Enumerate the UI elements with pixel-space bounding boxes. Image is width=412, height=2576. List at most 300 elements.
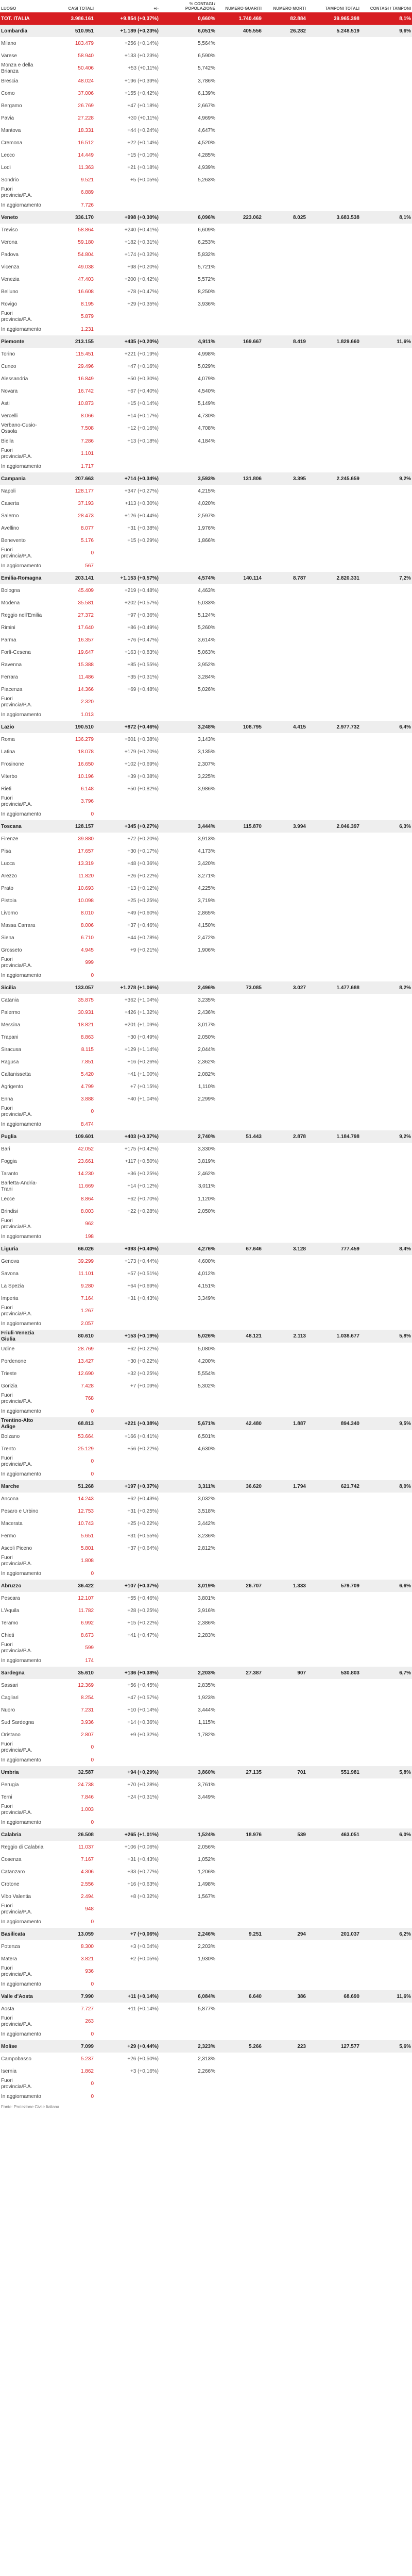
province-diff: +256 (+0,14%)	[95, 37, 160, 49]
province-diff: +5 (+0,05%)	[95, 174, 160, 186]
empty-cell	[216, 1455, 263, 1468]
province-cases: 8.006	[45, 919, 95, 931]
col-per[interactable]: % CONTAGI / POPOLAZIONE	[160, 0, 216, 12]
region-swabs: 2.245.659	[307, 472, 360, 485]
region-dead: 907	[263, 1667, 307, 1679]
province-name: Pescara	[0, 1592, 45, 1604]
province-diff: +8 (+0,32%)	[95, 1890, 160, 1903]
province-per: 4,012%	[160, 1267, 216, 1280]
province-diff: +10 (+0,14%)	[95, 1704, 160, 1716]
empty-cell	[216, 149, 263, 161]
region-ratio: 8,1%	[360, 211, 412, 224]
empty-cell	[216, 1629, 263, 1641]
province-cases: 0	[45, 2077, 95, 2090]
empty-cell	[360, 372, 412, 385]
region-swabs: 2.977.732	[307, 721, 360, 733]
province-diff: +7 (+0,09%)	[95, 1380, 160, 1392]
region-per: 3,860%	[160, 1766, 216, 1778]
empty-cell	[216, 1355, 263, 1367]
province-diff: +29 (+0,35%)	[95, 298, 160, 310]
region-per: 6,051%	[160, 25, 216, 37]
empty-cell	[307, 522, 360, 534]
province-diff: +36 (+0,25%)	[95, 1167, 160, 1180]
empty-cell	[360, 1493, 412, 1505]
province-name: Rimini	[0, 621, 45, 634]
province-per: 5,832%	[160, 248, 216, 261]
region-name: Piemonte	[0, 335, 45, 348]
empty-cell	[216, 1155, 263, 1167]
empty-cell	[307, 1505, 360, 1517]
province-per: 2,667%	[160, 99, 216, 112]
province-diff: +182 (+0,31%)	[95, 236, 160, 248]
region-row[interactable]	[0, 1667, 412, 1679]
empty-cell	[360, 1056, 412, 1068]
province-row	[0, 1267, 412, 1280]
province-per: 2,386%	[160, 1617, 216, 1629]
province-per	[160, 547, 216, 560]
empty-cell	[307, 1143, 360, 1155]
empty-cell	[360, 870, 412, 882]
province-cases: 8.077	[45, 522, 95, 534]
region-row[interactable]	[0, 1417, 412, 1430]
empty-cell	[360, 808, 412, 820]
province-cases: 12.690	[45, 1367, 95, 1380]
province-diff: +14 (+0,36%)	[95, 1716, 160, 1728]
empty-cell	[216, 323, 263, 335]
province-diff: +28 (+0,25%)	[95, 1604, 160, 1617]
empty-cell	[263, 882, 307, 894]
empty-cell	[216, 1878, 263, 1890]
empty-cell	[307, 1978, 360, 1990]
empty-cell	[360, 1317, 412, 1330]
region-row[interactable]	[0, 572, 412, 584]
province-row	[0, 372, 412, 385]
empty-cell	[263, 261, 307, 273]
province-name: Fuori provincia/P.A.	[0, 447, 45, 460]
province-name: Vicenza	[0, 261, 45, 273]
region-cases: 80.610	[45, 1330, 95, 1343]
empty-cell	[263, 1405, 307, 1417]
province-row	[0, 1380, 412, 1392]
region-cases: 207.663	[45, 472, 95, 485]
region-row[interactable]	[0, 1480, 412, 1493]
province-cases: 14.230	[45, 1167, 95, 1180]
province-cases: 0	[45, 1916, 95, 1928]
province-per: 5,124%	[160, 609, 216, 621]
province-name: Fuori provincia/P.A.	[0, 696, 45, 708]
empty-cell	[360, 1043, 412, 1056]
province-name: In aggiornamento	[0, 1916, 45, 1928]
province-per: 1,115%	[160, 1716, 216, 1728]
empty-cell	[263, 1193, 307, 1205]
empty-cell	[307, 770, 360, 783]
province-row	[0, 683, 412, 696]
empty-cell	[360, 919, 412, 931]
province-row	[0, 224, 412, 236]
empty-cell	[307, 1916, 360, 1928]
empty-cell	[263, 1754, 307, 1766]
empty-cell	[216, 1493, 263, 1505]
empty-cell	[263, 460, 307, 472]
province-row	[0, 1292, 412, 1304]
province-diff	[95, 2028, 160, 2040]
province-cases: 8.474	[45, 1118, 95, 1130]
empty-cell	[360, 2090, 412, 2103]
region-row[interactable]	[0, 981, 412, 994]
province-name: L'Aquila	[0, 1604, 45, 1617]
empty-cell	[263, 1367, 307, 1380]
region-name: Liguria	[0, 1243, 45, 1255]
province-name: In aggiornamento	[0, 1654, 45, 1667]
region-row[interactable]	[0, 721, 412, 733]
province-name: Venezia	[0, 273, 45, 285]
empty-cell	[263, 1304, 307, 1317]
province-cases: 18.331	[45, 124, 95, 137]
empty-cell	[216, 1093, 263, 1105]
province-row	[0, 1567, 412, 1580]
province-cases: 29.496	[45, 360, 95, 372]
empty-cell	[263, 770, 307, 783]
province-name: Foggia	[0, 1155, 45, 1167]
province-diff	[95, 1217, 160, 1230]
empty-cell	[360, 273, 412, 285]
province-cases: 27.372	[45, 609, 95, 621]
empty-cell	[216, 2015, 263, 2028]
empty-cell	[263, 621, 307, 634]
empty-cell	[360, 1205, 412, 1217]
empty-cell	[360, 2015, 412, 2028]
province-name: In aggiornamento	[0, 1816, 45, 1828]
empty-cell	[263, 870, 307, 882]
province-per: 4,630%	[160, 1443, 216, 1455]
region-name: Trentino-Alto Adige	[0, 1417, 45, 1430]
region-row[interactable]	[0, 1330, 412, 1343]
empty-cell	[216, 560, 263, 572]
province-diff: +347 (+0,27%)	[95, 485, 160, 497]
province-diff	[95, 1916, 160, 1928]
province-diff: +47 (+0,18%)	[95, 99, 160, 112]
province-per: 3,349%	[160, 1292, 216, 1304]
empty-cell	[263, 174, 307, 186]
province-name: In aggiornamento	[0, 1118, 45, 1130]
region-row[interactable]	[0, 1928, 412, 1940]
province-diff: +31 (+0,43%)	[95, 1853, 160, 1866]
province-per: 4,463%	[160, 584, 216, 597]
region-healed: 5.266	[216, 2040, 263, 2053]
region-dead: 223	[263, 2040, 307, 2053]
region-row[interactable]	[0, 1243, 412, 1255]
empty-cell	[360, 1567, 412, 1580]
province-name: Brindisi	[0, 1205, 45, 1217]
empty-cell	[216, 1841, 263, 1853]
region-healed: 73.085	[216, 981, 263, 994]
region-dead: 4.415	[263, 721, 307, 733]
province-name: Ancona	[0, 1493, 45, 1505]
province-row	[0, 1180, 412, 1193]
region-row[interactable]	[0, 1828, 412, 1841]
empty-cell	[216, 1791, 263, 1803]
province-name: Arezzo	[0, 870, 45, 882]
region-diff: +11 (+0,14%)	[95, 1990, 160, 2003]
province-diff: +362 (+1,04%)	[95, 994, 160, 1006]
empty-cell	[360, 758, 412, 770]
region-cases: 336.170	[45, 211, 95, 224]
empty-cell	[216, 497, 263, 510]
province-cases: 13.427	[45, 1355, 95, 1367]
empty-cell	[263, 1505, 307, 1517]
province-cases: 0	[45, 1567, 95, 1580]
empty-cell	[263, 497, 307, 510]
province-row	[0, 1430, 412, 1443]
province-name: Potenza	[0, 1940, 45, 1953]
empty-cell	[360, 1143, 412, 1155]
empty-cell	[216, 137, 263, 149]
region-row[interactable]	[0, 1580, 412, 1592]
province-name: Mantova	[0, 124, 45, 137]
province-per	[160, 1455, 216, 1468]
total-cases: 3.986.161	[45, 12, 95, 25]
empty-cell	[307, 1292, 360, 1304]
province-diff	[95, 2077, 160, 2090]
province-row	[0, 248, 412, 261]
empty-cell	[216, 758, 263, 770]
empty-cell	[360, 2077, 412, 2090]
empty-cell	[307, 944, 360, 956]
province-cases: 5.879	[45, 310, 95, 323]
empty-cell	[307, 1878, 360, 1890]
region-row[interactable]	[0, 1130, 412, 1143]
province-name: Bologna	[0, 584, 45, 597]
province-cases: 17.657	[45, 845, 95, 857]
empty-cell	[307, 149, 360, 161]
empty-cell	[263, 1778, 307, 1791]
region-cases: 68.813	[45, 1417, 95, 1430]
empty-cell	[216, 1255, 263, 1267]
region-dead: 1.794	[263, 1480, 307, 1493]
province-cases: 15.388	[45, 658, 95, 671]
col-ratio[interactable]: CONTAGI / TAMPONI	[360, 0, 412, 12]
region-row[interactable]	[0, 211, 412, 224]
province-row	[0, 37, 412, 49]
province-cases: 16.742	[45, 385, 95, 397]
province-row	[0, 1716, 412, 1728]
empty-cell	[307, 609, 360, 621]
province-diff: +49 (+0,60%)	[95, 907, 160, 919]
province-per: 5,564%	[160, 37, 216, 49]
province-cases: 12.369	[45, 1679, 95, 1691]
empty-cell	[360, 931, 412, 944]
province-per	[160, 1978, 216, 1990]
province-cases: 174	[45, 1654, 95, 1667]
province-per	[160, 1916, 216, 1928]
province-diff: +44 (+0,78%)	[95, 931, 160, 944]
province-row	[0, 422, 412, 435]
region-ratio: 5,6%	[360, 2040, 412, 2053]
empty-cell	[216, 1280, 263, 1292]
province-diff: +72 (+0,20%)	[95, 833, 160, 845]
province-diff: +14 (+0,17%)	[95, 410, 160, 422]
empty-cell	[263, 1392, 307, 1405]
col-swabs[interactable]: TAMPONI TOTALI	[307, 0, 360, 12]
province-diff	[95, 1405, 160, 1417]
province-per: 6,590%	[160, 49, 216, 62]
province-diff: +30 (+0,11%)	[95, 112, 160, 124]
empty-cell	[216, 1118, 263, 1130]
province-cases: 12.107	[45, 1592, 95, 1604]
col-cases[interactable]: CASI TOTALI	[45, 0, 95, 12]
province-diff: +41 (+1,00%)	[95, 1068, 160, 1080]
empty-cell	[216, 2028, 263, 2040]
empty-cell	[307, 422, 360, 435]
province-row	[0, 1193, 412, 1205]
region-row[interactable]	[0, 1990, 412, 2003]
province-row	[0, 1468, 412, 1480]
col-diff[interactable]: +/-	[95, 0, 160, 12]
province-name: Pisa	[0, 845, 45, 857]
empty-cell	[307, 323, 360, 335]
region-diff: +872 (+0,46%)	[95, 721, 160, 733]
empty-cell	[360, 994, 412, 1006]
col-dead[interactable]: NUMERO MORTI	[263, 0, 307, 12]
province-per	[160, 560, 216, 572]
empty-cell	[263, 1019, 307, 1031]
empty-cell	[216, 956, 263, 969]
province-cases: 10.693	[45, 882, 95, 894]
empty-cell	[307, 882, 360, 894]
province-name: Trapani	[0, 1031, 45, 1043]
empty-cell	[307, 397, 360, 410]
province-per: 5,029%	[160, 360, 216, 372]
empty-cell	[307, 248, 360, 261]
province-name: Fuori provincia/P.A.	[0, 956, 45, 969]
province-row	[0, 1778, 412, 1791]
empty-cell	[307, 447, 360, 460]
province-per: 3,017%	[160, 1019, 216, 1031]
province-name: In aggiornamento	[0, 1754, 45, 1766]
empty-cell	[360, 1604, 412, 1617]
empty-cell	[216, 534, 263, 547]
region-ratio: 9,2%	[360, 1130, 412, 1143]
empty-cell	[263, 1953, 307, 1965]
province-cases: 12.753	[45, 1505, 95, 1517]
region-row[interactable]	[0, 2040, 412, 2053]
province-diff: +117 (+0,50%)	[95, 1155, 160, 1167]
province-row	[0, 137, 412, 149]
empty-cell	[360, 1691, 412, 1704]
province-per: 4,215%	[160, 485, 216, 497]
empty-cell	[263, 1343, 307, 1355]
empty-cell	[307, 758, 360, 770]
empty-cell	[216, 1704, 263, 1716]
province-name: In aggiornamento	[0, 2090, 45, 2103]
province-name: Prato	[0, 882, 45, 894]
province-name: Fuori provincia/P.A.	[0, 1554, 45, 1567]
province-diff: +13 (+0,12%)	[95, 882, 160, 894]
province-name: Napoli	[0, 485, 45, 497]
province-diff: +67 (+0,40%)	[95, 385, 160, 397]
province-per: 4,939%	[160, 161, 216, 174]
province-cases: 24.738	[45, 1778, 95, 1791]
empty-cell	[360, 285, 412, 298]
province-cases: 28.473	[45, 510, 95, 522]
province-per	[160, 795, 216, 808]
province-cases: 23.661	[45, 1155, 95, 1167]
region-name: Lazio	[0, 721, 45, 733]
province-cases: 54.804	[45, 248, 95, 261]
province-row	[0, 634, 412, 646]
empty-cell	[263, 1080, 307, 1093]
empty-cell	[360, 1841, 412, 1853]
region-cases: 32.587	[45, 1766, 95, 1778]
empty-cell	[307, 1940, 360, 1953]
col-place[interactable]: LUOGO	[0, 0, 45, 12]
region-swabs: 777.459	[307, 1243, 360, 1255]
province-cases: 47.403	[45, 273, 95, 285]
empty-cell	[360, 323, 412, 335]
province-row	[0, 1230, 412, 1243]
province-row	[0, 149, 412, 161]
empty-cell	[307, 634, 360, 646]
province-name: Caltanissetta	[0, 1068, 45, 1080]
empty-cell	[307, 2077, 360, 2090]
empty-cell	[263, 994, 307, 1006]
empty-cell	[307, 360, 360, 372]
province-per	[160, 2028, 216, 2040]
empty-cell	[216, 2077, 263, 2090]
province-cases: 768	[45, 1392, 95, 1405]
region-row[interactable]	[0, 25, 412, 37]
province-row	[0, 62, 412, 75]
empty-cell	[360, 2065, 412, 2077]
empty-cell	[216, 1380, 263, 1392]
empty-cell	[307, 597, 360, 609]
empty-cell	[216, 236, 263, 248]
region-row[interactable]	[0, 820, 412, 833]
region-ratio: 6,0%	[360, 1828, 412, 1841]
province-name: Fuori provincia/P.A.	[0, 2015, 45, 2028]
region-swabs: 68.690	[307, 1990, 360, 2003]
province-diff: +55 (+0,46%)	[95, 1592, 160, 1604]
empty-cell	[216, 894, 263, 907]
region-row[interactable]	[0, 335, 412, 348]
empty-cell	[263, 1853, 307, 1866]
empty-cell	[360, 894, 412, 907]
province-row	[0, 671, 412, 683]
empty-cell	[360, 37, 412, 49]
province-name: Fuori provincia/P.A.	[0, 547, 45, 560]
province-name: Massa Carrara	[0, 919, 45, 931]
col-healed[interactable]: NUMERO GUARITI	[216, 0, 263, 12]
province-diff: +26 (+0,22%)	[95, 870, 160, 882]
province-row	[0, 1617, 412, 1629]
region-name: Marche	[0, 1480, 45, 1493]
region-dead: 3.395	[263, 472, 307, 485]
province-name: Padova	[0, 248, 45, 261]
province-per: 2,313%	[160, 2053, 216, 2065]
province-diff: +14 (+0,12%)	[95, 1180, 160, 1193]
empty-cell	[216, 1617, 263, 1629]
province-diff: +31 (+0,38%)	[95, 522, 160, 534]
region-row[interactable]	[0, 472, 412, 485]
province-name: Bolzano	[0, 1430, 45, 1443]
empty-cell	[360, 783, 412, 795]
province-cases: 8.254	[45, 1691, 95, 1704]
region-row[interactable]	[0, 1766, 412, 1778]
empty-cell	[360, 137, 412, 149]
empty-cell	[263, 1217, 307, 1230]
empty-cell	[216, 435, 263, 447]
empty-cell	[216, 186, 263, 199]
